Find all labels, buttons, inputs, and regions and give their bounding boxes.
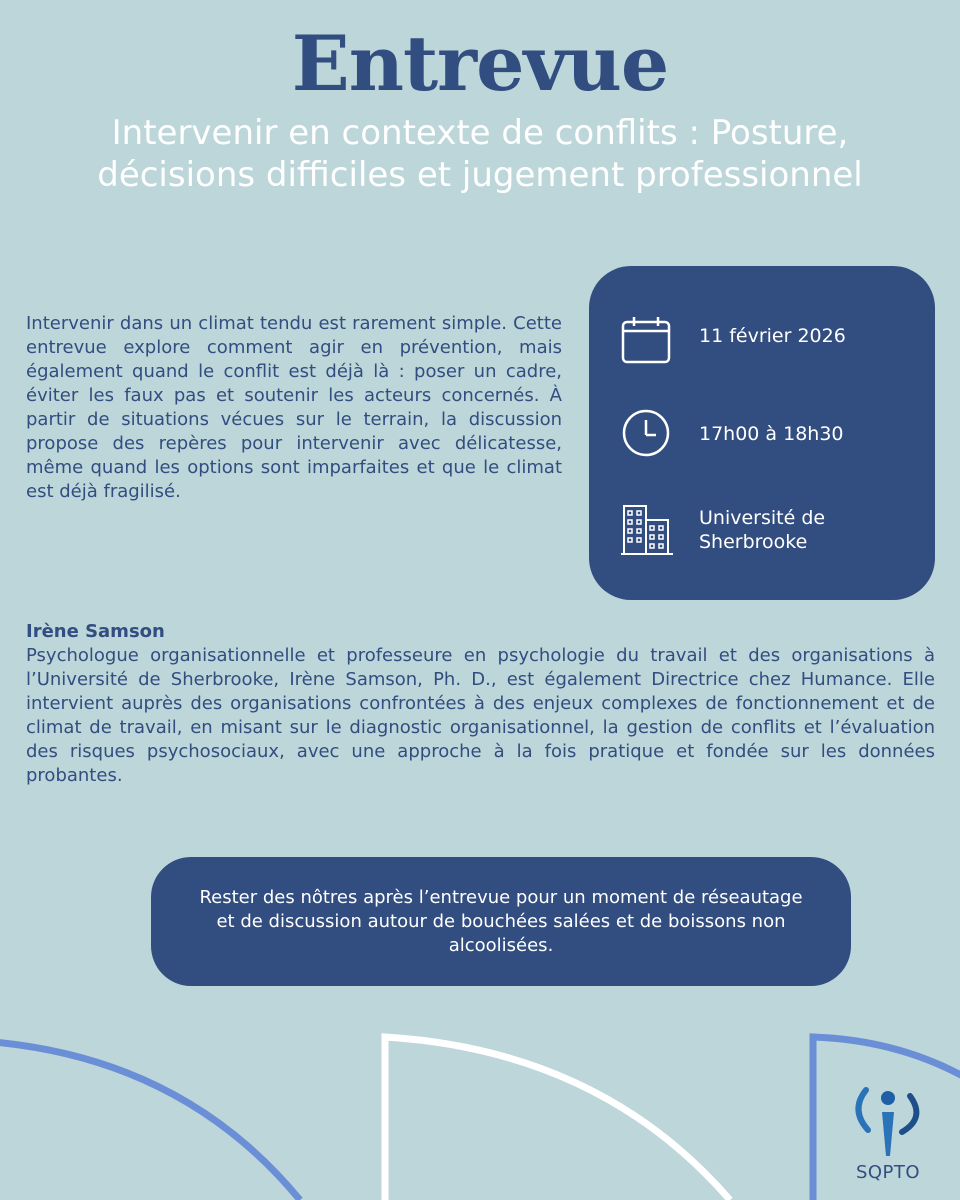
event-time: 17h00 à 18h30 (699, 423, 844, 445)
event-location: Université de Sherbrooke (699, 507, 826, 553)
page-title: Entrevue (291, 19, 669, 108)
logo-text: SQPTO (855, 1162, 921, 1183)
speaker-name: Irène Samson (26, 621, 165, 642)
intro-paragraph: Intervenir dans un climat tendu est rarement simple. Cette entrevue explore comment agir en prévention, mais également quand le conflit est déjà là : poser un cadre, éviter les faux pas et soutenir les acteurs concernés. À partir de situations vécues sur le terrain, la discussion propose des repères pour intervenir avec délicatesse, même quand les options sont imparfaites et que le climat est déjà fragilisé. (26, 313, 562, 502)
page-subtitle: Intervenir en contexte de conflits : Posture, décisions difficiles et jugement professionnel (97, 113, 863, 195)
sqpto-logo (846, 1080, 930, 1186)
event-date: 11 février 2026 (699, 325, 846, 347)
left-blue-arc (0, 1039, 300, 1200)
center-white-arc (385, 1037, 730, 1200)
logo-figure-icon (846, 1080, 930, 1160)
speaker-bio: Psychologue organisationnelle et professeure en psychologie du travail et des organisations à l’Université de Sherbrooke, Irène Samson, Ph. D., est également Directrice chez Humance. Elle intervient auprès des organisations confrontées à des enjeux complexes de fonctionnement et de climat de travail, en misant sur le diagnostic organisationnel, la gestion de conflits et l’évaluation des risques psychosociaux, avec une approche à la fois pratique et fondée sur les données probantes. (26, 645, 935, 786)
networking-text: Rester des nôtres après l’entrevue pour un moment de réseautage et de discussion autour de bouchées salées et de boissons non alcoolisées. (199, 886, 803, 956)
